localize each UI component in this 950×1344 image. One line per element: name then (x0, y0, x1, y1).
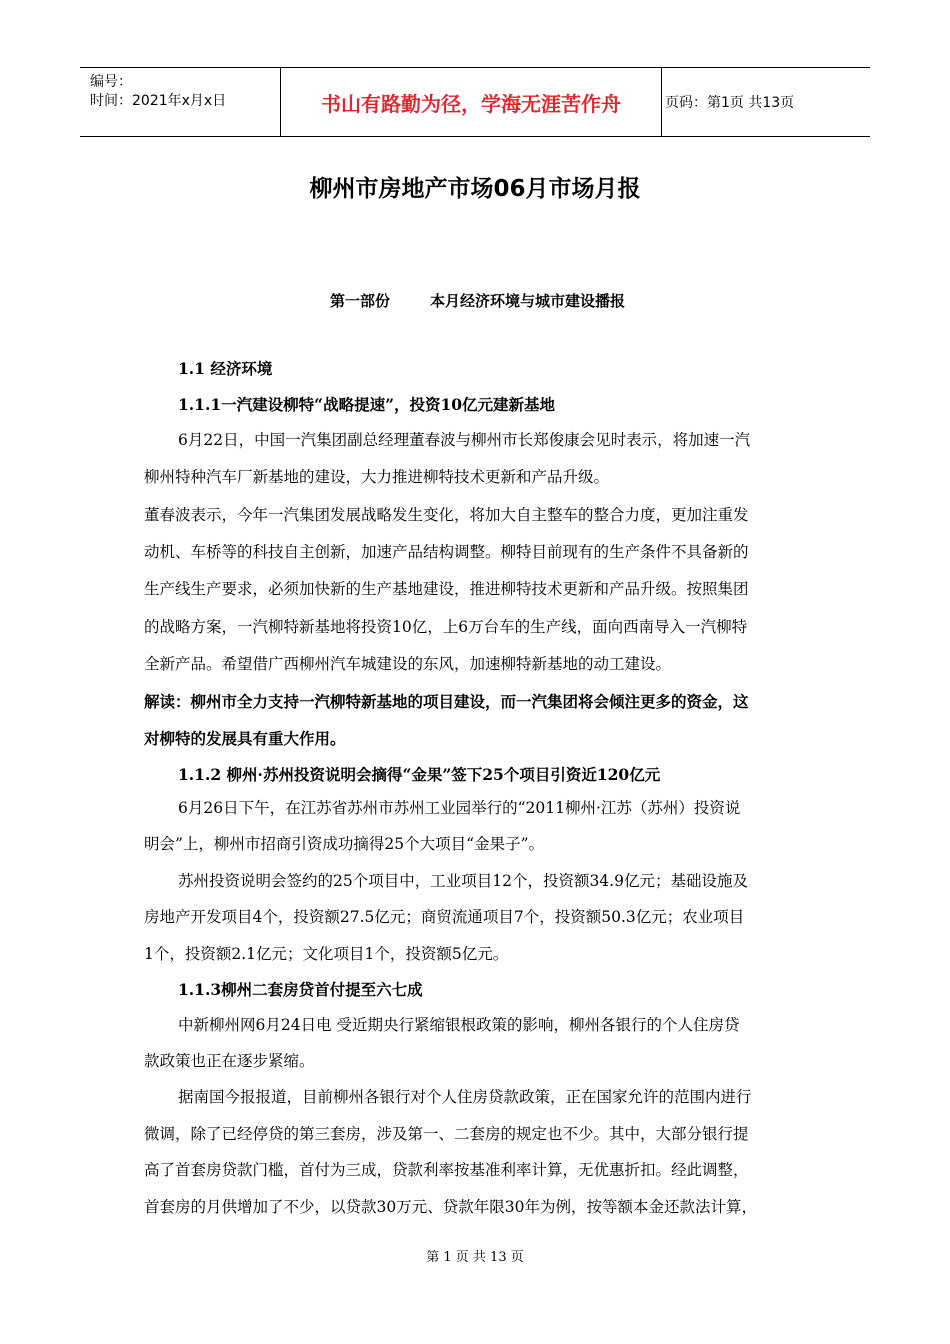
header-page-code: 页码：第1页 共13页 (665, 95, 795, 111)
page-footer: 第 1 页 共 13 页 (426, 1250, 524, 1265)
part-heading (330, 290, 625, 311)
paragraph-line: 首套房的月供增加了不少，以贷款30万元、贷款年限30年为例，按等额本金还款法计算， (144, 1198, 757, 1216)
paragraph-line: 6月26日下午，在江苏省苏州市苏州工业园举行的“2011柳州·江苏（苏州）投资说 (178, 799, 741, 817)
header-time: 时间：2021年x月x日 (90, 93, 227, 109)
part-title: 本月经济环境与城市建设播报 (430, 292, 626, 310)
header-motto: 书山有路勤为径，学海无涯苦作舟 (280, 68, 662, 136)
paragraph-line: 据南国今报报道，目前柳州各银行对个人住房贷款政策，正在国家允许的范围内进行 (178, 1088, 752, 1106)
paragraph-line: 房地产开发项目4个，投资额27.5亿元；商贸流通项目7个，投资额50.3亿元；农业项目 (144, 908, 745, 926)
part-label: 第一部份 (330, 292, 391, 310)
paragraph-line: 6月22日，中国一汽集团副总经理董春波与柳州市长郑俊康会见时表示，将加速一汽 (178, 431, 751, 449)
section-heading: 1.1 经济环境 (178, 359, 273, 378)
paragraph-line: 生产线生产要求，必须加快新的生产基地建设，推进柳特技术更新和产品升级。按照集团 (144, 580, 749, 598)
paragraph-line: 1个，投资额2.1亿元；文化项目1个，投资额5亿元。 (144, 945, 509, 963)
document-title: 柳州市房地产市场06月市场月报 (309, 176, 641, 202)
paragraph-line: 款政策也正在逐步紧缩。 (144, 1052, 315, 1070)
paragraph-line: 董春波表示，今年一汽集团发展战略发生变化，将加大自主整车的整合力度，更加注重发 (144, 506, 749, 524)
subsection-heading: 1.1.1一汽建设柳特“战略提速”，投资10亿元建新基地 (178, 395, 556, 414)
paragraph-line: 苏州投资说明会签约的25个项目中，工业项目12个，投资额34.9亿元；基础设施及 (178, 872, 748, 890)
commentary-line: 对柳特的发展具有重大作用。 (144, 729, 346, 748)
paragraph-line: 高了首套房贷款门槛，首付为三成，贷款利率按基准利率计算，无优惠折扣。经此调整， (144, 1161, 749, 1179)
paragraph-line: 中新柳州网6月24日电 受近期央行紧缩银根政策的影响，柳州各银行的个人住房贷 (178, 1016, 740, 1034)
page-header (80, 67, 870, 137)
header-info (80, 68, 280, 136)
paragraph-line: 柳州特种汽车厂新基地的建设，大力推进柳特技术更新和产品升级。 (144, 468, 610, 486)
paragraph-line: 动机、车桥等的科技自主创新，加速产品结构调整。柳特目前现有的生产条件不具备新的 (144, 543, 749, 561)
subsection-heading: 1.1.3柳州二套房贷首付提至六七成 (178, 980, 423, 999)
subsection-heading: 1.1.2 柳州·苏州投资说明会摘得“金果”签下25个项目引资近120亿元 (178, 765, 661, 784)
paragraph-line: 全新产品。希望借广西柳州汽车城建设的东风，加速柳特新基地的动工建设。 (144, 655, 672, 673)
commentary-line: 解读：柳州市全力支持一汽柳特新基地的项目建设，而一汽集团将会倾注更多的资金，这 (144, 692, 749, 711)
header-number: 编号： (90, 74, 132, 90)
paragraph-line: 明会”上，柳州市招商引资成功摘得25个大项目“金果子”。 (144, 835, 544, 853)
paragraph-line: 微调，除了已经停贷的第三套房，涉及第一、二套房的规定也不少。其中，大部分银行提 (144, 1125, 749, 1143)
paragraph-line: 的战略方案，一汽柳特新基地将投资10亿，上6万台车的生产线，面向西南导入一汽柳特 (144, 618, 748, 636)
